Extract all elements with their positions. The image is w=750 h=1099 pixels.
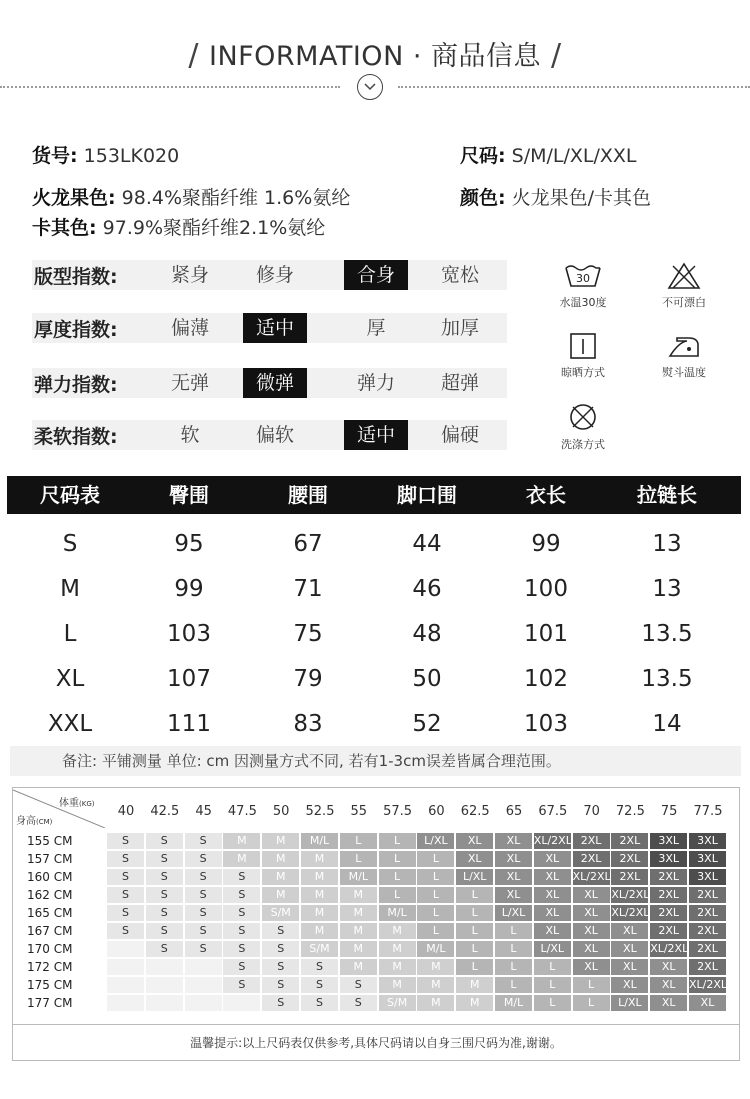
grid-cell: XL (534, 887, 571, 903)
grid-cell: S/M (262, 905, 299, 921)
slash-right: / (551, 38, 562, 73)
height-label: 157 CM (27, 852, 73, 866)
grid-cell: XL/2XL (689, 978, 728, 991)
weight-header: 72.5 (615, 804, 645, 819)
grid-cell: M (262, 851, 299, 867)
dotted-divider-left (0, 86, 340, 88)
pitaya-fabric (32, 183, 350, 210)
height-label: 155 CM (27, 834, 73, 848)
grid-cell: L/XL (534, 941, 571, 957)
index-row (32, 420, 507, 450)
size-cell: 48 (412, 621, 442, 647)
grid-cell: S (146, 887, 183, 903)
size-cell: 99 (531, 531, 561, 557)
weight-header: 60 (428, 804, 445, 819)
grid-cell: S (223, 905, 260, 921)
weight-header: 52.5 (305, 804, 335, 819)
grid-cell: L (573, 977, 610, 993)
size-cell: 95 (174, 531, 204, 557)
grid-cell: S (185, 905, 222, 921)
grid-cell: 2XL (650, 869, 687, 885)
grid-cell: S (262, 923, 299, 939)
grid-cell: L (495, 959, 532, 975)
grid-cell: L (534, 959, 571, 975)
wash-30-icon (563, 262, 603, 290)
grid-cell: 3XL (689, 851, 726, 867)
grid-cell: L (379, 869, 416, 885)
grid-cell: L/XL (611, 995, 648, 1011)
care-no-bleach (644, 262, 724, 310)
grid-cell: S (146, 923, 183, 939)
grid-cell: S (185, 833, 222, 849)
size-header-cell: 衣长 (526, 483, 566, 507)
grid-cell: M/L (379, 905, 416, 921)
weight-header: 62.5 (460, 804, 490, 819)
weight-header: 75 (660, 804, 678, 819)
weight-height-grid (12, 787, 740, 1061)
grid-cell: S (107, 905, 144, 921)
size-cell: 13 (652, 531, 682, 557)
grid-cell: M (417, 977, 454, 993)
grid-cell: XL (573, 923, 610, 939)
weight-axis-label: 体重(KG) (59, 798, 95, 809)
size-header-cell: 拉链长 (637, 483, 697, 507)
grid-cell (185, 977, 222, 993)
svg-text:30: 30 (576, 272, 590, 285)
grid-cell: L/XL (456, 869, 493, 885)
grid-cell: M (301, 923, 338, 939)
grid-cell: 2XL (689, 941, 726, 957)
grid-cell: S (223, 959, 260, 975)
chevron-down-icon (357, 74, 383, 100)
grid-cell (107, 941, 144, 957)
size-cell: 103 (524, 711, 568, 737)
grid-cell: S/M (301, 941, 338, 957)
size-cell: 13 (652, 576, 682, 602)
care-wash-label: 水温30度 (559, 296, 607, 309)
grid-cell: S (146, 833, 183, 849)
grid-cell: XL/2XL (650, 942, 689, 955)
grid-cell: XL (573, 941, 610, 957)
index-row (32, 368, 507, 398)
grid-cell: L (456, 887, 493, 903)
grid-cell: L (379, 887, 416, 903)
grid-cell: M (379, 923, 416, 939)
weight-header: 77.5 (693, 804, 723, 819)
grid-cell: M (456, 995, 493, 1011)
grid-cell: XL/2XL (611, 906, 650, 919)
weight-header: 50 (272, 804, 290, 819)
iron-icon (667, 332, 701, 360)
weight-header: 65 (505, 804, 523, 819)
care-iron-label: 熨斗温度 (662, 366, 706, 379)
weight-header: 55 (350, 804, 368, 819)
grid-cell (146, 959, 183, 975)
grid-cell: XL (534, 869, 571, 885)
height-label: 175 CM (27, 978, 73, 992)
grid-cell: S (262, 959, 299, 975)
grid-cell: M (340, 887, 377, 903)
grid-footer-tip: 温馨提示:以上尺码表仅供参考,具体尺码请以自身三围尺码为准,谢谢。 (190, 1036, 562, 1050)
grid-cell: XL (611, 977, 648, 993)
grid-cell: M (262, 887, 299, 903)
size-row (7, 657, 741, 702)
colors-value: 火龙果色/卡其色 (511, 187, 652, 209)
grid-cell: M (262, 869, 299, 885)
grid-cell (185, 995, 222, 1011)
grid-cell: S (185, 941, 222, 957)
grid-cell: L/XL (417, 833, 454, 849)
care-dry (543, 332, 623, 380)
index-option: 超弹 (440, 372, 479, 394)
grid-cell: M (379, 941, 416, 957)
grid-cell: XL (495, 833, 532, 849)
height-label: 160 CM (27, 870, 73, 884)
size-cell: 13.5 (641, 621, 693, 647)
size-cell: 102 (524, 666, 568, 692)
grid-cell: L (456, 941, 493, 957)
index-option-selected: 适中 (344, 420, 408, 450)
grid-cell: S (146, 941, 183, 957)
height-label: 170 CM (27, 942, 73, 956)
grid-cell: M (340, 959, 377, 975)
grid-cell: S (262, 995, 299, 1011)
size-cell: 71 (293, 576, 323, 602)
grid-cell: XL/2XL (611, 888, 650, 901)
size-cell: 13.5 (641, 666, 693, 692)
grid-cell: S (223, 923, 260, 939)
grid-cell: XL (495, 869, 532, 885)
size-row (7, 612, 741, 657)
grid-cell: M/L (301, 833, 338, 849)
grid-cell: XL/2XL (572, 870, 611, 883)
index-option-selected: 微弹 (243, 368, 307, 398)
size-note: 备注: 平铺测量 单位: cm 因测量方式不同, 若有1-3cm误差皆属合理范围。 (10, 746, 741, 776)
grid-cell: S (107, 833, 144, 849)
grid-cell: M (456, 977, 493, 993)
care-no-bleach-label: 不可漂白 (662, 296, 706, 309)
grid-cell: L (417, 851, 454, 867)
grid-cell: XL (573, 887, 610, 903)
size-cell: 83 (293, 711, 323, 737)
grid-cell: XL (650, 995, 687, 1011)
grid-cell: S (262, 941, 299, 957)
slash-left: / (188, 38, 199, 73)
grid-cell (107, 959, 144, 975)
grid-cell: 2XL (650, 887, 687, 903)
grid-cell: L (534, 977, 571, 993)
grid-cell: M (301, 851, 338, 867)
size-cell: 100 (524, 576, 568, 602)
weight-header: 40 (117, 804, 135, 819)
grid-cell: L (495, 941, 532, 957)
size-cell: 103 (167, 621, 211, 647)
grid-cell: S (107, 887, 144, 903)
size-cell: 44 (412, 531, 442, 557)
index-option-selected: 合身 (344, 260, 408, 290)
grid-cell: L (456, 923, 493, 939)
khaki-fabric (32, 213, 325, 240)
grid-cell: 2XL (611, 851, 648, 867)
height-label: 165 CM (27, 906, 73, 920)
grid-cell: L (417, 869, 454, 885)
grid-cell: 3XL (650, 833, 687, 849)
grid-cell: L (340, 833, 377, 849)
colors-label: 颜色: (460, 187, 506, 209)
grid-cell: M/L (340, 869, 377, 885)
grid-cell: 2XL (689, 923, 726, 939)
size-cell: 14 (652, 711, 682, 737)
grid-cell: 2XL (650, 905, 687, 921)
grid-cell: S (340, 995, 377, 1011)
grid-cell: M (340, 941, 377, 957)
size-cell: XL (55, 666, 85, 692)
grid-cell (185, 959, 222, 975)
size-row (7, 522, 741, 567)
size-cell: 52 (412, 711, 442, 737)
pitaya-label: 火龙果色: (32, 187, 116, 209)
care-wash-method (543, 402, 623, 452)
grid-cell: M/L (495, 995, 532, 1011)
no-bleach-icon (667, 262, 701, 290)
weight-header: 45 (195, 804, 212, 819)
size-row (7, 702, 741, 747)
grid-cell: M (301, 869, 338, 885)
grid-cell: S (146, 869, 183, 885)
grid-cell: L (417, 887, 454, 903)
grid-cell: XL (495, 887, 532, 903)
grid-cell: S (107, 869, 144, 885)
grid-cell: S/M (379, 995, 416, 1011)
weight-header: 67.5 (538, 804, 568, 819)
height-label: 177 CM (27, 996, 73, 1010)
grid-cell: L (495, 923, 532, 939)
grid-cell: L (456, 905, 493, 921)
grid-cell: L (495, 977, 532, 993)
size-cell: S (62, 531, 78, 557)
index-option: 偏软 (255, 424, 294, 446)
grid-cell: S (301, 959, 338, 975)
grid-cell (107, 977, 144, 993)
header (0, 0, 750, 110)
weight-header: 70 (583, 804, 600, 819)
grid-divider (13, 1024, 739, 1025)
dry-icon (568, 332, 598, 360)
grid-cell: L (573, 995, 610, 1011)
grid-cell: M (223, 833, 260, 849)
grid-cell: L (340, 851, 377, 867)
grid-cell: 3XL (689, 833, 726, 849)
grid-cell: M (301, 887, 338, 903)
care-iron (644, 332, 724, 380)
grid-cell: S (185, 869, 222, 885)
grid-cell (146, 995, 183, 1011)
size-header-cell: 腰围 (288, 483, 328, 507)
size-cell: 50 (412, 666, 442, 692)
item-number-label: 货号: (32, 145, 78, 167)
size-cell: M (60, 576, 80, 602)
grid-cell: XL (573, 905, 610, 921)
weight-header: 57.5 (383, 804, 413, 819)
grid-cell: S (185, 851, 222, 867)
grid-cell: S (301, 995, 338, 1011)
grid-cell: 2XL (650, 923, 687, 939)
index-option: 偏薄 (170, 317, 209, 339)
grid-cell: S (223, 869, 260, 885)
index-option: 弹力 (356, 372, 395, 394)
index-option: 加厚 (440, 317, 479, 339)
sizes-value: S/M/L/XL/XXL (511, 145, 637, 167)
grid-cell (107, 995, 144, 1011)
size-cell: 99 (174, 576, 204, 602)
index-label: 柔软指数: (34, 426, 118, 448)
size-cell: 111 (167, 711, 211, 737)
grid-cell: M (262, 833, 299, 849)
grid-cell: XL (495, 851, 532, 867)
grid-cell: XL (534, 923, 571, 939)
grid-cell: S (223, 941, 260, 957)
grid-cell: XL (534, 905, 571, 921)
grid-corner (13, 788, 105, 828)
grid-cell: 3XL (689, 869, 726, 885)
index-option: 修身 (255, 264, 294, 286)
grid-cell: 2XL (689, 887, 726, 903)
grid-cell: S (107, 923, 144, 939)
index-option: 厚 (366, 317, 386, 339)
sizes (460, 141, 637, 168)
size-table-header (7, 476, 741, 514)
size-cell: 107 (167, 666, 211, 692)
grid-cell: S (301, 977, 338, 993)
index-option: 宽松 (440, 264, 479, 286)
care-wash-method-label: 洗涤方式 (561, 438, 605, 451)
page-title (0, 34, 750, 73)
size-cell: 101 (524, 621, 568, 647)
grid-cell: L (417, 923, 454, 939)
grid-cell: XL (573, 959, 610, 975)
care-dry-label: 晾晒方式 (561, 366, 605, 379)
item-number (32, 141, 179, 168)
grid-cell: XL (534, 851, 571, 867)
grid-cell: M (340, 905, 377, 921)
height-axis-label: 身高(CM) (16, 816, 53, 827)
grid-cell: S (223, 977, 260, 993)
height-label: 162 CM (27, 888, 73, 902)
size-cell: 79 (293, 666, 323, 692)
grid-cell: M (417, 995, 454, 1011)
size-header-cell: 尺码表 (40, 483, 100, 507)
grid-cell: S (107, 851, 144, 867)
size-cell: L (63, 621, 77, 647)
khaki-label: 卡其色: (32, 217, 97, 239)
grid-cell: 2XL (573, 851, 610, 867)
grid-cell: S (223, 887, 260, 903)
height-label: 172 CM (27, 960, 73, 974)
pitaya-value: 98.4%聚酯纤维 1.6%氨纶 (121, 187, 351, 209)
grid-cell: S (185, 923, 222, 939)
size-cell: 75 (293, 621, 323, 647)
grid-cell: XL (650, 959, 687, 975)
grid-cell: XL (689, 995, 726, 1011)
index-option: 偏硬 (440, 424, 479, 446)
grid-cell: S (146, 851, 183, 867)
colors (460, 183, 651, 210)
grid-cell: XL (611, 941, 648, 957)
grid-cell: L (417, 905, 454, 921)
index-label: 弹力指数: (34, 374, 118, 396)
grid-cell: L (379, 851, 416, 867)
grid-cell: L/XL (495, 905, 532, 921)
title-text: INFORMATION · 商品信息 (208, 41, 542, 72)
grid-cell: 2XL (689, 905, 726, 921)
grid-cell: S (262, 977, 299, 993)
size-cell: 67 (293, 531, 323, 557)
grid-cell: 2XL (573, 833, 610, 849)
size-header-cell: 脚口围 (397, 483, 457, 507)
index-row (32, 260, 507, 290)
grid-cell: S (340, 977, 377, 993)
index-option: 无弹 (170, 372, 209, 394)
weight-header: 42.5 (150, 804, 180, 819)
grid-cell: M (340, 923, 377, 939)
sizes-label: 尺码: (460, 145, 506, 167)
grid-cell: M (417, 959, 454, 975)
size-header-cell: 臀围 (169, 483, 209, 507)
height-label: 167 CM (27, 924, 73, 938)
size-cell: 46 (412, 576, 442, 602)
index-label: 版型指数: (34, 266, 118, 288)
grid-cell: M (379, 959, 416, 975)
size-cell: XXL (47, 711, 93, 737)
grid-cell: XL/2XL (533, 834, 572, 847)
weight-header: 47.5 (227, 804, 257, 819)
grid-cell: L (534, 995, 571, 1011)
grid-cell: XL (456, 833, 493, 849)
khaki-value: 97.9%聚酯纤维2.1%氨纶 (102, 217, 326, 239)
index-option: 软 (180, 424, 200, 446)
grid-cell: 3XL (650, 851, 687, 867)
grid-cell: M (301, 905, 338, 921)
item-number-value: 153LK020 (83, 145, 180, 167)
grid-cell: S (185, 887, 222, 903)
grid-cell: S (146, 905, 183, 921)
index-option: 紧身 (170, 264, 209, 286)
grid-cell (146, 977, 183, 993)
grid-cell: M/L (417, 941, 454, 957)
grid-cell: M (379, 977, 416, 993)
dotted-divider-right (398, 86, 750, 88)
grid-cell: XL (456, 851, 493, 867)
grid-cell: 2XL (689, 959, 726, 975)
grid-cell: XL (611, 959, 648, 975)
index-label: 厚度指数: (34, 319, 118, 341)
grid-cell: XL (650, 977, 687, 993)
grid-cell: L (379, 833, 416, 849)
grid-cell: M (223, 851, 260, 867)
grid-cell: L (456, 959, 493, 975)
index-row (32, 313, 507, 343)
grid-cell (223, 995, 260, 1011)
index-option-selected: 适中 (243, 313, 307, 343)
grid-cell: 2XL (611, 869, 648, 885)
no-dryclean-icon (567, 402, 599, 432)
size-row (7, 567, 741, 612)
grid-cell: 2XL (611, 833, 648, 849)
care-wash (543, 262, 623, 310)
grid-cell: XL (611, 923, 648, 939)
